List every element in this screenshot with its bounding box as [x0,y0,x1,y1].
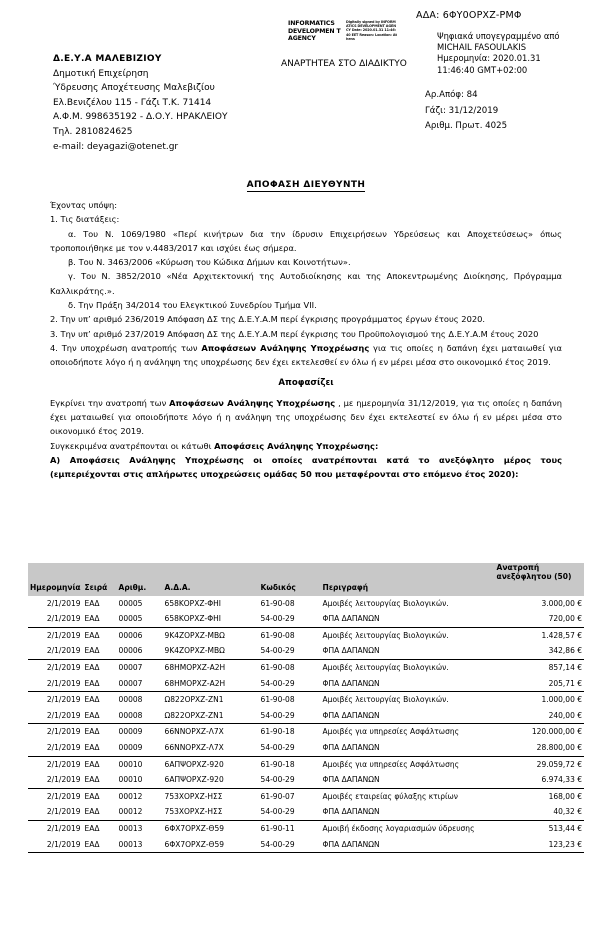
letterhead-line-2: Δημοτική Επιχείρηση [53,68,149,79]
cell-amount: 720,00 € [495,611,584,627]
table-row [28,692,584,708]
column-header-code: Κωδικός [259,581,321,595]
specifically-paragraph [50,439,562,453]
document-title-text: ΑΠΟΦΑΣΗ ΔΙΕΥΘΥΝΤΗ [246,180,366,190]
spacer-cell-num [117,563,163,581]
clause-1b: β. Του Ν. 3463/2006 «Κύρωση του Κώδικα Δήμων και Κοινοτήτων». [68,257,351,268]
cell-number: 00007 [118,662,143,672]
cell-description: ΦΠΑ ΔΑΠΑΝΩΝ [321,708,495,724]
column-header-series: Σειρά [83,581,117,595]
cell-date: 2/1/2019 [46,791,81,801]
cell-amount: 3.000,00 € [541,598,582,608]
table-body [28,596,584,853]
cell-description: Αμοιβή έκδοσης λογαριασμών ύδρευσης [322,823,475,833]
clause-4-post: για τις οποίες η δαπάνη έχει ματαιωθεί για οποιοδήποτε λόγο ή η ανάληψη της υποχρέωσης δεν έχει εκτελεσθεί εν όλω ή εν μέρει μέσα στο οικονομικό έτος 2019. [50,342,562,368]
cell-series: ΕΑΔ [83,772,117,788]
column-header-date: Ημερομηνία [28,581,83,595]
cell-description: ΦΠΑ ΔΑΠΑΝΩΝ [321,837,495,853]
cell-series: ΕΑΔ [84,630,100,640]
cell-date: 2/1/2019 [28,772,83,788]
column-header-amount-blank [495,581,584,595]
cell-date: 2/1/2019 [46,759,81,769]
cell-ada: 658ΚΟΡΧΖ-ΦΗΙ [163,611,259,627]
cell-code: 61-90-08 [260,695,295,705]
cell-ada: Ω822ΟΡΧΖ-ΖΝ1 [163,708,259,724]
cell-ada: 6ΦΧ7ΟΡΧΖ-Θ59 [164,823,224,833]
table-row [28,627,584,643]
cell-amount: 29.059,72 € [536,759,582,769]
cell-amount: 168,00 € [548,791,582,801]
cell-ada: Ω822ΟΡΧΖ-ΖΝ1 [164,695,224,705]
cell-amount: 1.428,57 € [541,630,582,640]
cell-series: ΕΑΔ [83,676,117,692]
specifically-emphasis: Αποφάσεις Ανάληψης Υποχρέωσης: [214,440,379,451]
approval-emphasis: Αποφάσεων Ανάληψης Υποχρέωσης [169,397,336,408]
cell-date: 2/1/2019 [46,598,81,608]
approval-pre: Εγκρίνει την ανατροπή των [50,397,170,408]
cell-ada: 9Κ4ΖΟΡΧΖ-ΜΒΩ [163,643,259,659]
clause-1d: δ. Την Πράξη 34/2014 του Ελεγκτικού Συνεδρίου Τμήμα VII. [68,300,317,311]
cell-description: ΦΠΑ ΔΑΠΑΝΩΝ [321,804,495,820]
cell-date: 2/1/2019 [28,708,83,724]
cell-date: 2/1/2019 [28,676,83,692]
cell-code: 54-00-29 [259,643,321,659]
decision-number: Αρ.Απόφ: 84 [425,90,478,100]
having-in-mind-line: Έχοντας υπόψη: [50,200,118,210]
cell-description: ΦΠΑ ΔΑΠΑΝΩΝ [321,772,495,788]
cell-date: 2/1/2019 [28,643,83,659]
cell-code: 61-90-11 [260,823,295,833]
cell-number: 00008 [118,695,143,705]
spacer-cell-code [259,563,321,581]
cell-ada: 68ΗΜΟΡΧΖ-Α2Η [164,662,226,672]
stamp-agency-name: INFORMATICS DEVELOPMEN T AGENCY [288,20,341,43]
cell-series: ΕΑΔ [84,791,100,801]
clause-1: 1. Τις διατάξεις: [50,214,120,225]
cell-series: ΕΑΔ [83,643,117,659]
column-header-reversal: Ανατροπή ανεξόφλητου (50) [495,563,584,581]
spacer-cell-series [83,563,117,581]
table-header-row [28,581,584,595]
cell-ada: 68ΗΜΟΡΧΖ-Α2Η [163,676,259,692]
cell-date: 2/1/2019 [28,611,83,627]
table-row [28,708,584,724]
cell-ada: 753ΧΟΡΧΖ-ΗΣΣ [164,791,223,801]
signature-line-1: Ψηφιακά υπογεγραμμένο από [437,31,560,41]
section-a-text: Α) Αποφάσεις Ανάληψης Υποχρέωσης οι οποίες ανατρέπονται κατά το ανεξόφλητο μέρος τους (εμπεριέχονται στις απλήρωτες υποχρεώσεις ομάδας 50 που μεταφέρονται στο επόμενο έτος 2020): [50,455,562,480]
cell-amount: 205,71 € [495,676,584,692]
table-row [28,756,584,772]
cell-date: 2/1/2019 [46,662,81,672]
specifically-pre: Συγκεκριμένα ανατρέπονται οι κάτωθι [50,440,215,451]
table-row [28,772,584,788]
column-header-number: Αριθμ. [117,581,163,595]
protocol-number: Αριθμ. Πρωτ. 4025 [425,121,508,132]
cell-number: 00009 [117,740,163,756]
cell-date: 2/1/2019 [28,740,83,756]
cell-code: 61-90-08 [260,662,295,672]
table-header [28,563,584,596]
cell-ada: 6ΦΧ7ΟΡΧΖ-Θ59 [163,837,259,853]
cell-series: ΕΑΔ [83,740,117,756]
cell-amount: 6.974,33 € [495,772,584,788]
cell-description: Αμοιβές λειτουργίας Βιολογικών. [322,695,449,705]
cell-ada: 753ΧΟΡΧΖ-ΗΣΣ [163,804,259,820]
place-and-date: Γάζι: 31/12/2019 [425,105,499,116]
decides-heading: Αποφασίζει [278,377,334,388]
cell-series: ΕΑΔ [84,695,100,705]
cell-series: ΕΑΔ [84,727,100,737]
document-title [0,180,612,190]
cell-amount: 513,44 € [548,823,582,833]
document-body [50,198,562,482]
letterhead [53,52,227,154]
signature-signer-name: MICHAIL FASOULAKIS [437,42,527,53]
cell-description: ΦΠΑ ΔΑΠΑΝΩΝ [321,611,495,627]
cell-date: 2/1/2019 [46,823,81,833]
cell-number: 00013 [117,837,163,853]
clause-3: 3. Την υπ’ αριθμό 237/2019 Απόφαση ΔΣ της Δ.Ε.Υ.Α.Μ περί έγκρισης του Προϋπολογισμού της Δ.Ε.Υ.Α.Μ έτους 2020 [50,328,539,339]
protocol-block [425,88,507,135]
cell-ada: 6ΑΠΨΟΡΧΖ-920 [164,759,224,769]
cell-code: 54-00-29 [259,837,321,853]
spacer-cell-ada [163,563,259,581]
table-header-spacer-row [28,563,584,581]
table-row [28,804,584,820]
cell-code: 61-90-07 [260,791,295,801]
approval-post: , με ημερομηνία 31/12/2019, για τις οποίες η δαπάνη έχει ματαιωθεί για οποιοδήποτε λόγο ή η ανάληψη της υποχρέωσης δεν έχει εκτελεστεί εν όλω ή εν μέρει μέσα στο οικονομικό έτος 2019. [50,397,562,437]
cell-ada: 6ΑΠΨΟΡΧΖ-920 [163,772,259,788]
table-row [28,676,584,692]
table-row [28,724,584,740]
cell-description: Αμοιβές λειτουργίας Βιολογικών. [322,598,449,608]
ada-reference-code: ΑΔΑ: 6ΦΥ0ΟΡΧΖ-ΡΜΦ [416,10,522,21]
cell-description: ΦΠΑ ΔΑΠΑΝΩΝ [321,676,495,692]
letterhead-line-3: Ύδρευσης Αποχέτευσης Μαλεβιζίου [53,83,215,94]
table-row [28,659,584,675]
digital-signature-block [437,31,560,76]
cell-amount: 120.000,00 € [531,727,582,737]
cell-date: 2/1/2019 [46,727,81,737]
cell-date: 2/1/2019 [46,630,81,640]
cell-description: ΦΠΑ ΔΑΠΑΝΩΝ [321,643,495,659]
publication-notice: ΑΝΑΡΤΗΤΕΑ ΣΤΟ ΔΙΑΔΙΚΤΥΟ [281,59,407,69]
cell-ada: 66ΝΝΟΡΧΖ-Λ7Χ [164,727,224,737]
clause-1a: α. Του Ν. 1069/1980 «Περί κινήτρων δια την ίδρυσιν Επιχειρήσεων Υδρεύσεως και Αποχετεύσεως» όπως τροποποιήθηκε με τον ν.4483/2017 και ισχύει έως σήμερα. [50,228,562,253]
cell-amount: 1.000,00 € [541,695,582,705]
cell-date: 2/1/2019 [28,837,83,853]
cell-series: ΕΑΔ [84,662,100,672]
cell-series: ΕΑΔ [83,611,117,627]
cell-code: 54-00-29 [259,676,321,692]
signature-time: 11:46:40 GMT+02:00 [437,64,528,75]
spacer-cell-desc [321,563,495,581]
cell-amount: 28.800,00 € [495,740,584,756]
cell-code: 61-90-08 [260,598,295,608]
cell-description: Αμοιβές για υπηρεσίες Ασφάλτωσης [322,727,459,737]
stamp-signature-details: Digitally signed by INFORMATICS DEVELOPMENT AGENCY Date: 2020.01.31 11:46:40 EET Reason: Location: Athens [346,20,397,41]
column-header-description: Περιγραφή [321,581,495,595]
letterhead-phone: Τηλ. 2810824625 [53,126,133,137]
cell-description: Αμοιβές εταιρείας φύλαξης κτιρίων [322,791,458,801]
commitments-table-container [28,563,584,853]
cell-amount: 123,23 € [495,837,584,853]
table-row [28,820,584,836]
clause-4-pre: 4. Την υποχρέωση ανατροπής των [50,342,202,353]
column-header-ada: Α.Δ.Α. [163,581,259,595]
cell-ada: 9Κ4ΖΟΡΧΖ-ΜΒΩ [164,630,225,640]
cell-code: 54-00-29 [259,611,321,627]
table-row [28,596,584,612]
organization-name: Δ.Ε.Υ.Α ΜΑΛΕΒΙΖΙΟΥ [53,54,162,64]
informatics-development-agency-stamp [288,20,396,60]
letterhead-tax-info: Α.Φ.Μ. 998635192 - Δ.Ο.Υ. ΗΡΑΚΛΕΙΟΥ [53,112,228,123]
cell-series: ΕΑΔ [84,823,100,833]
cell-number: 00005 [117,611,163,627]
cell-number: 00012 [117,804,163,820]
cell-code: 54-00-29 [259,740,321,756]
table-row [28,837,584,853]
approval-paragraph [50,396,562,439]
spacer-cell-date [28,563,83,581]
section-a-paragraph [50,453,562,482]
cell-series: ΕΑΔ [83,837,117,853]
cell-date: 2/1/2019 [28,804,83,820]
table-row [28,788,584,804]
cell-date: 2/1/2019 [46,695,81,705]
cell-series: ΕΑΔ [84,598,100,608]
table-row [28,611,584,627]
cell-number: 00007 [117,676,163,692]
cell-number: 00010 [118,759,143,769]
letterhead-address: Ελ.Βενιζέλου 115 - Γάζι Τ.Κ. 71414 [53,97,212,108]
table-row [28,643,584,659]
cell-ada: 66ΝΝΟΡΧΖ-Λ7Χ [163,740,259,756]
cell-code: 61-90-18 [260,727,295,737]
cell-description: ΦΠΑ ΔΑΠΑΝΩΝ [321,740,495,756]
cell-number: 00010 [117,772,163,788]
cell-code: 61-90-18 [260,759,295,769]
cell-series: ΕΑΔ [83,708,117,724]
clause-4-emphasis: Αποφάσεων Ανάληψης Υποχρέωσης [201,342,370,353]
cell-amount: 40,32 € [495,804,584,820]
letterhead-email: e-mail: deyagazi@otenet.gr [53,141,179,152]
cell-number: 00008 [117,708,163,724]
cell-code: 61-90-08 [260,630,295,640]
cell-amount: 857,14 € [548,662,582,672]
clause-2: 2. Την υπ’ αριθμό 236/2019 Απόφαση ΔΣ της Δ.Ε.Υ.Α.Μ περί έγκρισης προγράμματος έργων έτους 2020. [50,314,486,325]
cell-number: 00013 [118,823,143,833]
cell-number: 00006 [118,630,143,640]
cell-code: 54-00-29 [259,772,321,788]
commitments-table [28,563,584,853]
clause-1c: γ. Του Ν. 3852/2010 «Νέα Αρχιτεκτονική της Αυτοδιοίκησης και της Αποκεντρωμένης Διοίκησης, Πρόγραμμα Καλλικράτης.». [50,271,562,296]
cell-description: Αμοιβές για υπηρεσίες Ασφάλτωσης [322,759,459,769]
cell-number: 00012 [118,791,143,801]
table-row [28,740,584,756]
cell-number: 00005 [118,598,143,608]
cell-number: 00009 [118,727,143,737]
cell-number: 00006 [117,643,163,659]
cell-amount: 240,00 € [495,708,584,724]
cell-description: Αμοιβές λειτουργίας Βιολογικών. [322,630,449,640]
cell-series: ΕΑΔ [83,804,117,820]
cell-ada: 658ΚΟΡΧΖ-ΦΗΙ [164,598,221,608]
clause-4 [50,341,562,370]
cell-code: 54-00-29 [259,708,321,724]
cell-amount: 342,86 € [495,643,584,659]
signature-date: Ημερομηνία: 2020.01.31 [437,53,541,64]
cell-code: 54-00-29 [259,804,321,820]
cell-series: ΕΑΔ [84,759,100,769]
cell-description: Αμοιβές λειτουργίας Βιολογικών. [322,662,449,672]
